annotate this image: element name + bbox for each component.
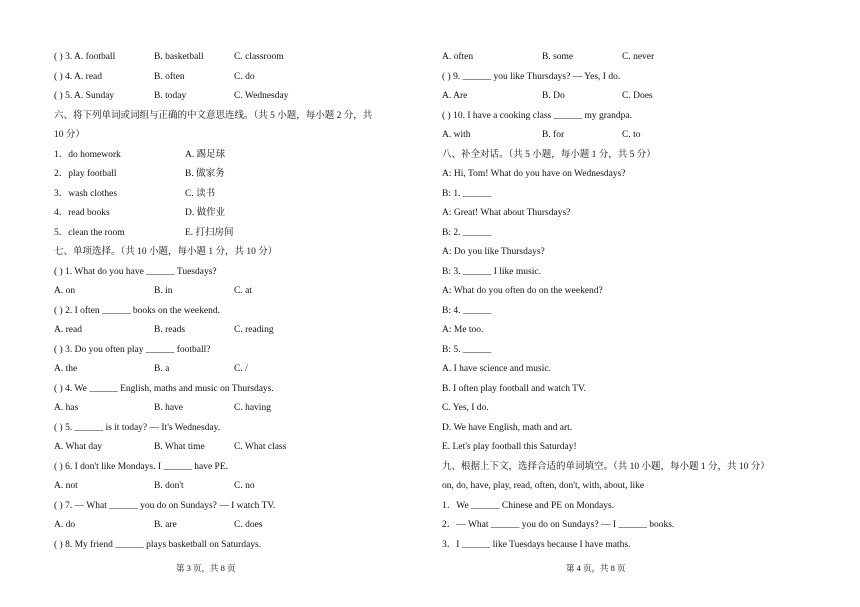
option-c: C. never <box>622 52 655 62</box>
option-a: A. read <box>54 325 82 335</box>
text-line: ( ) 3. Do you often play ______ football? <box>54 344 211 355</box>
option-b: B. a <box>154 364 170 374</box>
english-phrase: 2．play football <box>54 169 117 179</box>
text-line: ( ) 5. ______ is it today? — It's Wednesday. <box>54 422 221 433</box>
chinese-meaning: E. 打扫房间 <box>185 227 234 238</box>
text-line: ( ) 10. I have a cooking class ______ my grandpa. <box>442 110 632 121</box>
chinese-meaning: C. 读书 <box>185 188 216 199</box>
option-b: B. for <box>542 130 565 140</box>
text-line: C. Yes, I do. <box>442 403 489 413</box>
option-a: A. on <box>54 286 76 296</box>
option-a: A. the <box>54 364 78 374</box>
option-c: C. having <box>234 403 271 413</box>
chinese-meaning: A. 踢足球 <box>185 149 226 160</box>
text-line: ( ) 1. What do you have ______ Tuesdays? <box>54 266 217 277</box>
english-phrase: 1．do homework <box>54 149 121 160</box>
text-line: ( ) 9. ______ you like Thursdays? — Yes, I do. <box>442 71 621 82</box>
option-c: C. do <box>234 71 255 82</box>
text-line: 六、将下列单词或词组与正确的中文意思连线。（共 5 小题，每小题 2 分，共 <box>54 110 373 121</box>
text-line: 1．We ______ Chinese and PE on Mondays. <box>442 500 615 511</box>
text-line: 2．— What ______ you do on Sundays? — I ______ books. <box>442 520 675 530</box>
english-phrase: 3．wash clothes <box>54 188 118 199</box>
option-c: C. What class <box>234 442 287 452</box>
option-c: C. at <box>234 286 252 296</box>
option-a: ( ) 4. A. read <box>54 71 103 82</box>
option-c: C. Does <box>622 91 653 101</box>
option-c: C. / <box>234 364 248 374</box>
text-line: B: 2. ______ <box>442 227 492 238</box>
text-line: B: 1. ______ <box>442 188 492 199</box>
option-b: B. Do <box>542 91 565 101</box>
text-line: 10 分） <box>54 130 85 140</box>
text-line: ( ) 8. My friend ______ plays basketball on Saturdays. <box>54 539 262 550</box>
option-a: A. do <box>54 520 76 530</box>
option-c: C. classroom <box>234 52 284 62</box>
option-b: B. What time <box>154 442 205 452</box>
option-b: B. don't <box>154 481 184 491</box>
text-line: A. I have science and music. <box>442 364 551 374</box>
text-line: ( ) 7. — What ______ you do on Sundays? — I watch TV. <box>54 500 276 511</box>
text-line: ( ) 2. I often ______ books on the weekend. <box>54 305 220 316</box>
english-phrase: 5．clean the room <box>54 227 125 238</box>
text-line: 3．I ______ like Tuesdays because I have maths. <box>442 539 631 550</box>
text-line: A: Hi, Tom! What do you have on Wednesdays? <box>442 169 626 179</box>
chinese-meaning: D. 做作业 <box>185 208 226 218</box>
option-b: B. often <box>154 71 185 82</box>
option-c: C. Wednesday <box>234 91 289 101</box>
text-line: 九、根据上下文，选择合适的单词填空。（共 10 小题，每小题 1 分，共 10 分） <box>442 461 770 472</box>
text-line: B: 3. ______ I like music. <box>442 266 541 277</box>
text-line: B: 4. ______ <box>442 305 492 316</box>
option-c: C. to <box>622 130 641 140</box>
text-line: on, do, have, play, read, often, don't, with, about, like <box>442 481 645 491</box>
text-line: A: Great! What about Thursdays? <box>442 208 571 218</box>
text-line: A: Do you like Thursdays? <box>442 247 545 257</box>
option-b: B. some <box>542 52 574 62</box>
option-a: A. not <box>54 481 78 491</box>
chinese-meaning: B. 做家务 <box>185 169 225 179</box>
text-line: ( ) 6. I don't like Mondays. I ______ have PE. <box>54 461 229 472</box>
text-line: E. Let's play football this Saturday! <box>442 442 577 452</box>
option-a: A. often <box>442 52 474 62</box>
option-a: ( ) 3. A. football <box>54 52 116 62</box>
option-b: B. reads <box>154 325 186 335</box>
option-a: ( ) 5. A. Sunday <box>54 91 115 101</box>
text-line: A: What do you often do on the weekend? <box>442 286 603 296</box>
text-line: B: 5. ______ <box>442 344 492 355</box>
option-c: C. no <box>234 481 255 491</box>
option-b: B. have <box>154 403 184 413</box>
option-b: B. in <box>154 286 173 296</box>
option-a: A. has <box>54 403 79 413</box>
text-line: A: Me too. <box>442 325 484 335</box>
option-b: B. basketball <box>154 52 204 62</box>
option-b: B. today <box>154 91 187 101</box>
right-page-footer: 第 4 页，共 8 页 <box>566 563 626 573</box>
option-c: C. does <box>234 520 263 530</box>
english-phrase: 4．read books <box>54 208 110 218</box>
text-line: 七、单项选择。（共 10 小题，每小题 1 分，共 10 分） <box>54 247 278 257</box>
option-b: B. are <box>154 520 177 530</box>
left-page-footer: 第 3 页，共 8 页 <box>176 563 236 573</box>
text-line: 八、补全对话。（共 5 小题，每小题 1 分，共 5 分） <box>442 149 656 160</box>
text-line: B. I often play football and watch TV. <box>442 383 586 394</box>
option-a: A. Are <box>442 91 468 101</box>
text-line: ( ) 4. We ______ English, maths and music on Thursdays. <box>54 383 274 394</box>
option-c: C. reading <box>234 325 274 335</box>
option-a: A. with <box>442 130 471 140</box>
option-a: A. What day <box>54 442 103 452</box>
text-line: D. We have English, math and art. <box>442 422 573 433</box>
